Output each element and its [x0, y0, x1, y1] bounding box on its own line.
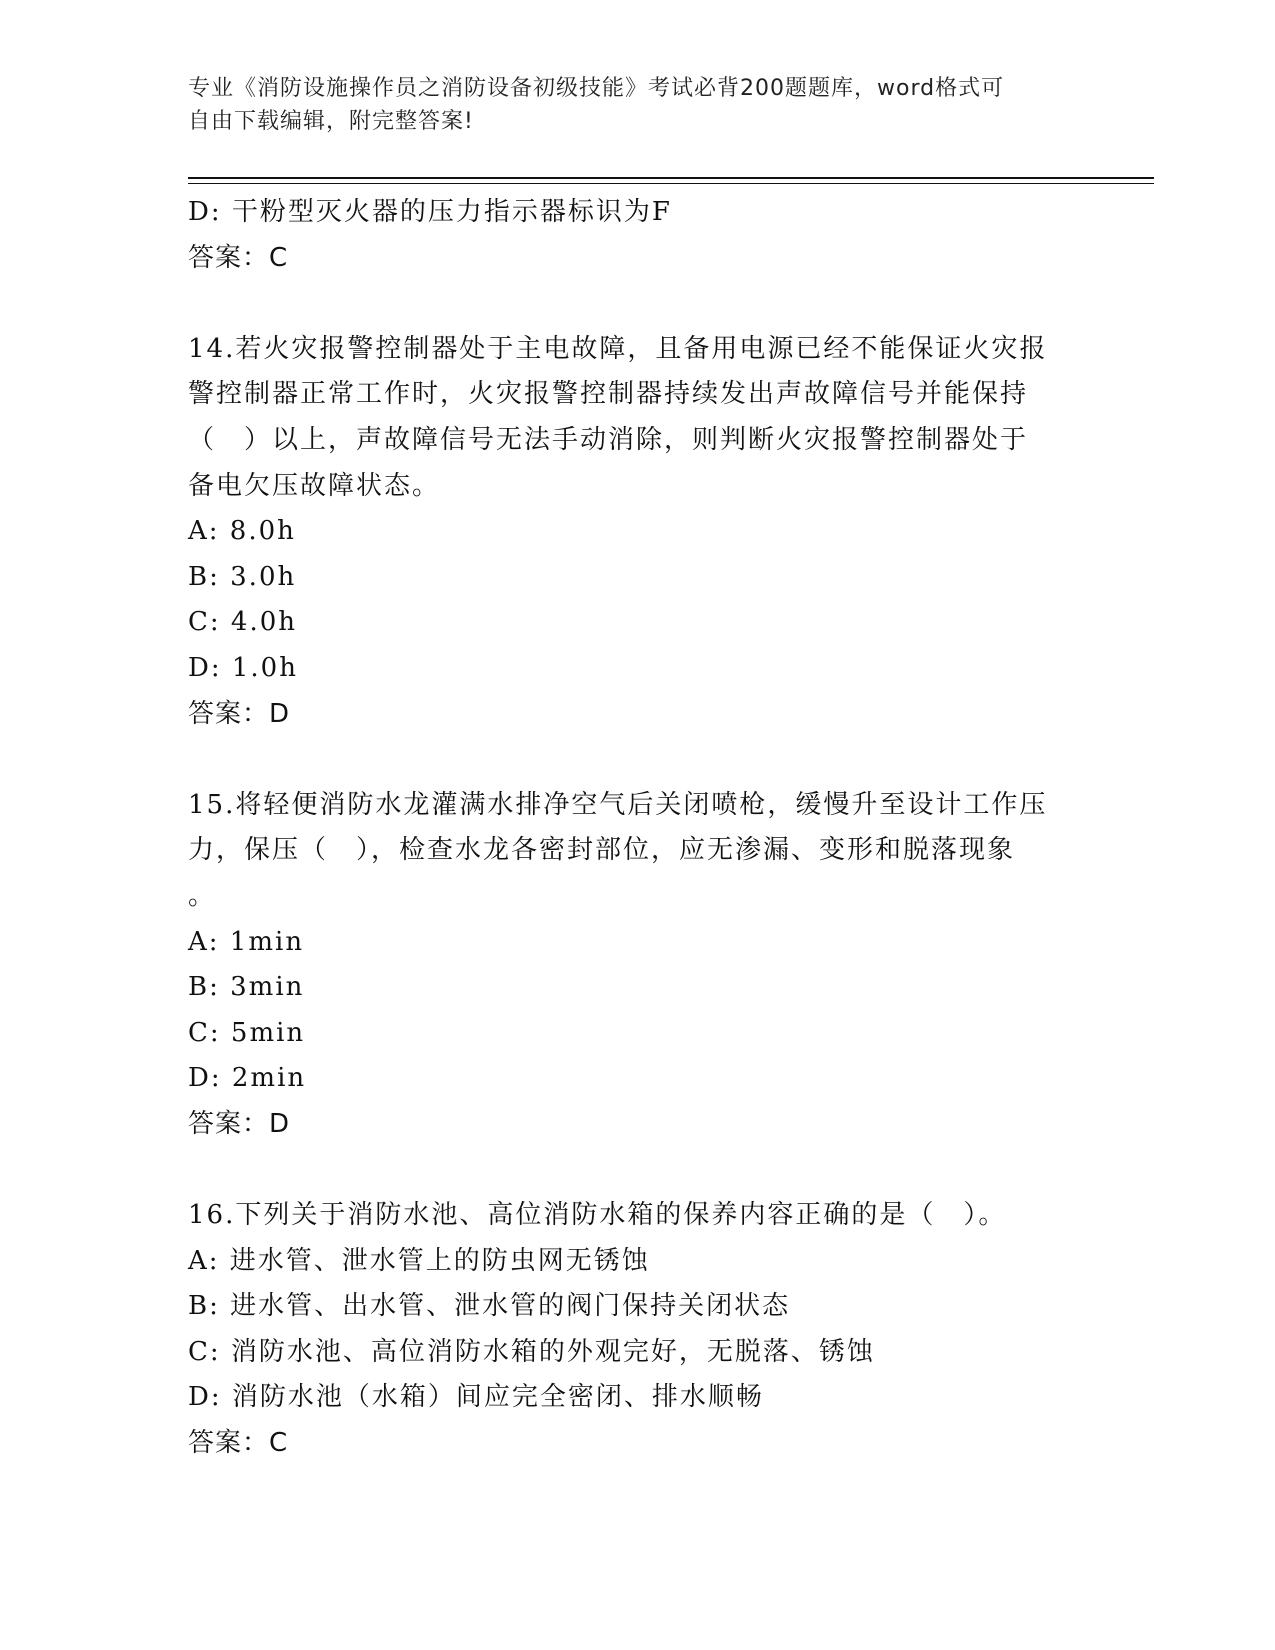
- question-stem-line: 。: [188, 880, 217, 911]
- question-stem-line: 力，保压（ ），检查水龙各密封部位，应无渗漏、变形和脱落现象: [188, 835, 1016, 866]
- option-b: B: 3.0h: [188, 561, 297, 592]
- previous-question: [188, 190, 1088, 281]
- option-d: D: 1.0h: [188, 652, 298, 683]
- option-d: D: 消防水池（水箱）间应完全密闭、排水顺畅: [188, 1382, 764, 1413]
- option-b: B: 3min: [188, 972, 305, 1003]
- question-stem-line: 备电欠压故障状态。: [188, 470, 441, 501]
- header-divider-thin: [188, 183, 1154, 184]
- answer-line: 答案：C: [188, 242, 289, 273]
- option-b: B: 进水管、出水管、泄水管的阀门保持关闭状态: [188, 1291, 791, 1322]
- spacer: [188, 1147, 1088, 1193]
- spacer: [188, 281, 1088, 327]
- question-stem-line: （ ）以上，声故障信号无法手动消除，则判断火灾报警控制器处于: [188, 424, 1029, 455]
- question-14: [188, 327, 1088, 737]
- option-c: C: 消防水池、高位消防水箱的外观完好，无脱落、锈蚀: [188, 1336, 875, 1367]
- question-body: [188, 190, 1088, 1467]
- option-a: A: 1min: [188, 926, 305, 957]
- header-divider-thick: [188, 177, 1154, 179]
- answer-line: 答案：C: [188, 1428, 289, 1459]
- question-16: [188, 1193, 1088, 1467]
- option-a: A: 8.0h: [188, 516, 296, 547]
- option-c: C: 5min: [188, 1017, 306, 1048]
- spacer: [188, 737, 1088, 783]
- option-c: C: 4.0h: [188, 607, 298, 638]
- page-header: [188, 72, 1068, 138]
- question-stem-line: 15.将轻便消防水龙灌满水排净空气后关闭喷枪，缓慢升至设计工作压: [188, 789, 1048, 820]
- answer-line: 答案：D: [188, 1108, 291, 1139]
- question-stem-line: 16.下列关于消防水池、高位消防水箱的保养内容正确的是（ ）。: [188, 1200, 1007, 1231]
- header-line-1: 专业《消防设施操作员之消防设备初级技能》考试必背200题题库，word格式可: [188, 76, 1005, 101]
- option-d: D: 干粉型灭火器的压力指示器标识为F: [188, 197, 672, 227]
- option-a: A: 进水管、泄水管上的防虫网无锈蚀: [188, 1245, 650, 1276]
- question-stem-line: 14.若火灾报警控制器处于主电故障，且备用电源已经不能保证火灾报: [188, 333, 1048, 364]
- option-d: D: 2min: [188, 1063, 307, 1094]
- question-15: [188, 783, 1088, 1148]
- question-stem-line: 警控制器正常工作时，火灾报警控制器持续发出声故障信号并能保持: [188, 379, 1029, 410]
- header-line-2: 自由下载编辑，附完整答案!: [188, 109, 474, 134]
- answer-line: 答案：D: [188, 698, 291, 729]
